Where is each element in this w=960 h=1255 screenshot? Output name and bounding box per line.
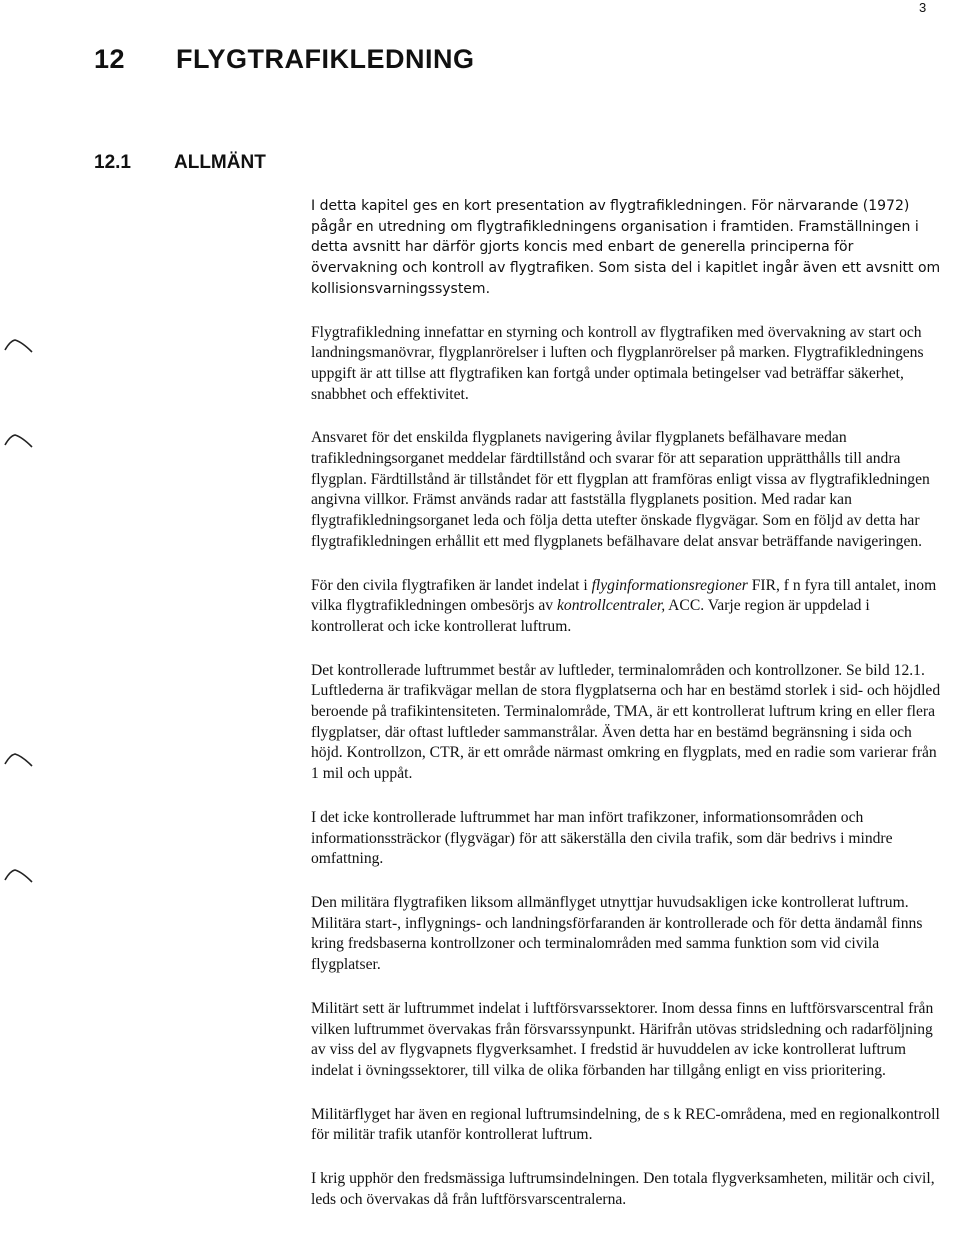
chapter-title: FLYGTRAFIKLEDNING — [176, 44, 475, 74]
margin-mark — [4, 752, 34, 768]
section-heading — [94, 152, 266, 174]
paragraph: Den militära flygtrafiken liksom allmänflyget utnyttjar huvudsakligen icke kontrollerat luftrum. Militära start-, inflygnings- och landningsförfaranden är kontrollerade och för detta ändamål finns kring fredsbaserna kontrollzoner och terminalområden med samma funktion som vid civila flygplatser. — [311, 893, 923, 974]
margin-mark — [4, 338, 34, 354]
margin-mark — [4, 433, 34, 449]
body-text — [311, 196, 943, 1233]
paragraph: Militärflyget har även en regional luftrumsindelning, de s k REC-områdena, med en regionalkontroll för militär trafik utanför kontrollerat luftrum. — [311, 1105, 940, 1144]
margin-mark — [4, 868, 34, 884]
section-title: ALLMÄNT — [174, 152, 266, 173]
paragraph: Flygtrafikledning innefattar en styrning och kontroll av flygtrafiken med övervakning av start och landningsmanövrar, flygplanrörelser i luften och flygplanrörelser på marken. Flygtrafikledningens uppgift är att tillse att flygtrafiken kan fortgå under optimala betingelser vad beträffar säkerhet, snabbhet och effektivitet. — [311, 323, 924, 403]
page-number: 3 — [919, 0, 927, 15]
emphasis-acc: kontrollcentraler, — [556, 597, 666, 615]
paragraph: Det kontrollerade luftrummet består av luftleder, terminalområden och kontrollzoner. Se bild 12.1. Luftlederna är trafikvägar mellan de stora flygplatserna och har en bestämd storlek i sid- och höjdled beroende på trafikintensiteten. Terminalområde, TMA, är ett kontrollerat luftrum kring en eller flera flygplatser, där oftast luftleder sammanstrålar. Även detta har en bestämd begränsning i sida och höjd. Kontrollzon, CTR, är ett område närmast omkring en flygplats, med en radie som varierar från 1 mil och uppåt. — [311, 661, 941, 783]
paragraph: I detta kapitel ges en kort presentation av flygtrafikledningen. För närvarande (1972) pågår en utredning om flygtrafikledningens organisation i framtiden. Framställningen i detta avsnitt har därför gjorts koncis med enbart de generella principerna för övervakning och kontroll av flygtrafiken. Som sista del i kapitlet ingår även ett avsnitt om kollisionsvarningssystem. — [311, 198, 941, 297]
paragraph: För den civila flygtrafiken är landet indelat i flyginformationsregioner FIR, f n fyra till antalet, inom vilka flygtrafikledningen ombesörjs av kontrollcentraler, ACC. Varje region är uppdelad i kontrollerat och icke kontrollerat luftrum. — [311, 576, 937, 635]
section-number: 12.1 — [94, 152, 131, 173]
emphasis-fir: flyginformationsregioner — [591, 576, 748, 594]
paragraph: I krig upphör den fredsmässiga luftrumsindelningen. Den totala flygverksamheten, militär och civil, leds och övervakas då från luftförsvarscentralerna. — [311, 1170, 935, 1208]
paragraph: I det icke kontrollerade luftrummet har man infört trafikzoner, informationsområden och informationssträckor (flygvägar) för att säkerställa den civila trafik, som där bedrivs i mindre omfattning. — [311, 808, 893, 868]
chapter-heading — [94, 44, 475, 75]
paragraph: Militärt sett är luftrummet indelat i luftförsvarssektorer. Inom dessa finns en luftförsvarscentral från vilken luftrummet övervakas från försvarssynpunkt. Härifrån utövas stridsledning och radarföljning av viss del av flygvapnets flygverksamhet. I fredstid är huvuddelen av icke kontrollerat luftrum indelat i övningssektorer, till vilka de olika förbanden har tillgång enligt en viss prioritering. — [311, 999, 934, 1079]
chapter-number: 12 — [94, 44, 126, 74]
paragraph: Ansvaret för det enskilda flygplanets navigering åvilar flygplanets befälhavare medan trafikledningsorganet meddelar färdtillstånd och svarar för att separation upprätthålls till andra flygplan. Färdtillstånd är tillståndet för ett flygplan att framföras enligt vissa av flygtrafikledningen angivna villkor. Främst används radar att fastställa flygplanets position. Med radar kan flygtrafikledningsorganet leda och följa detta utefter önskade flygvägar. Som en följd av detta har flygtrafikledningen erhållit ett med flygplanets befälhavare delat ansvar beträffande navigeringen. — [311, 429, 930, 550]
